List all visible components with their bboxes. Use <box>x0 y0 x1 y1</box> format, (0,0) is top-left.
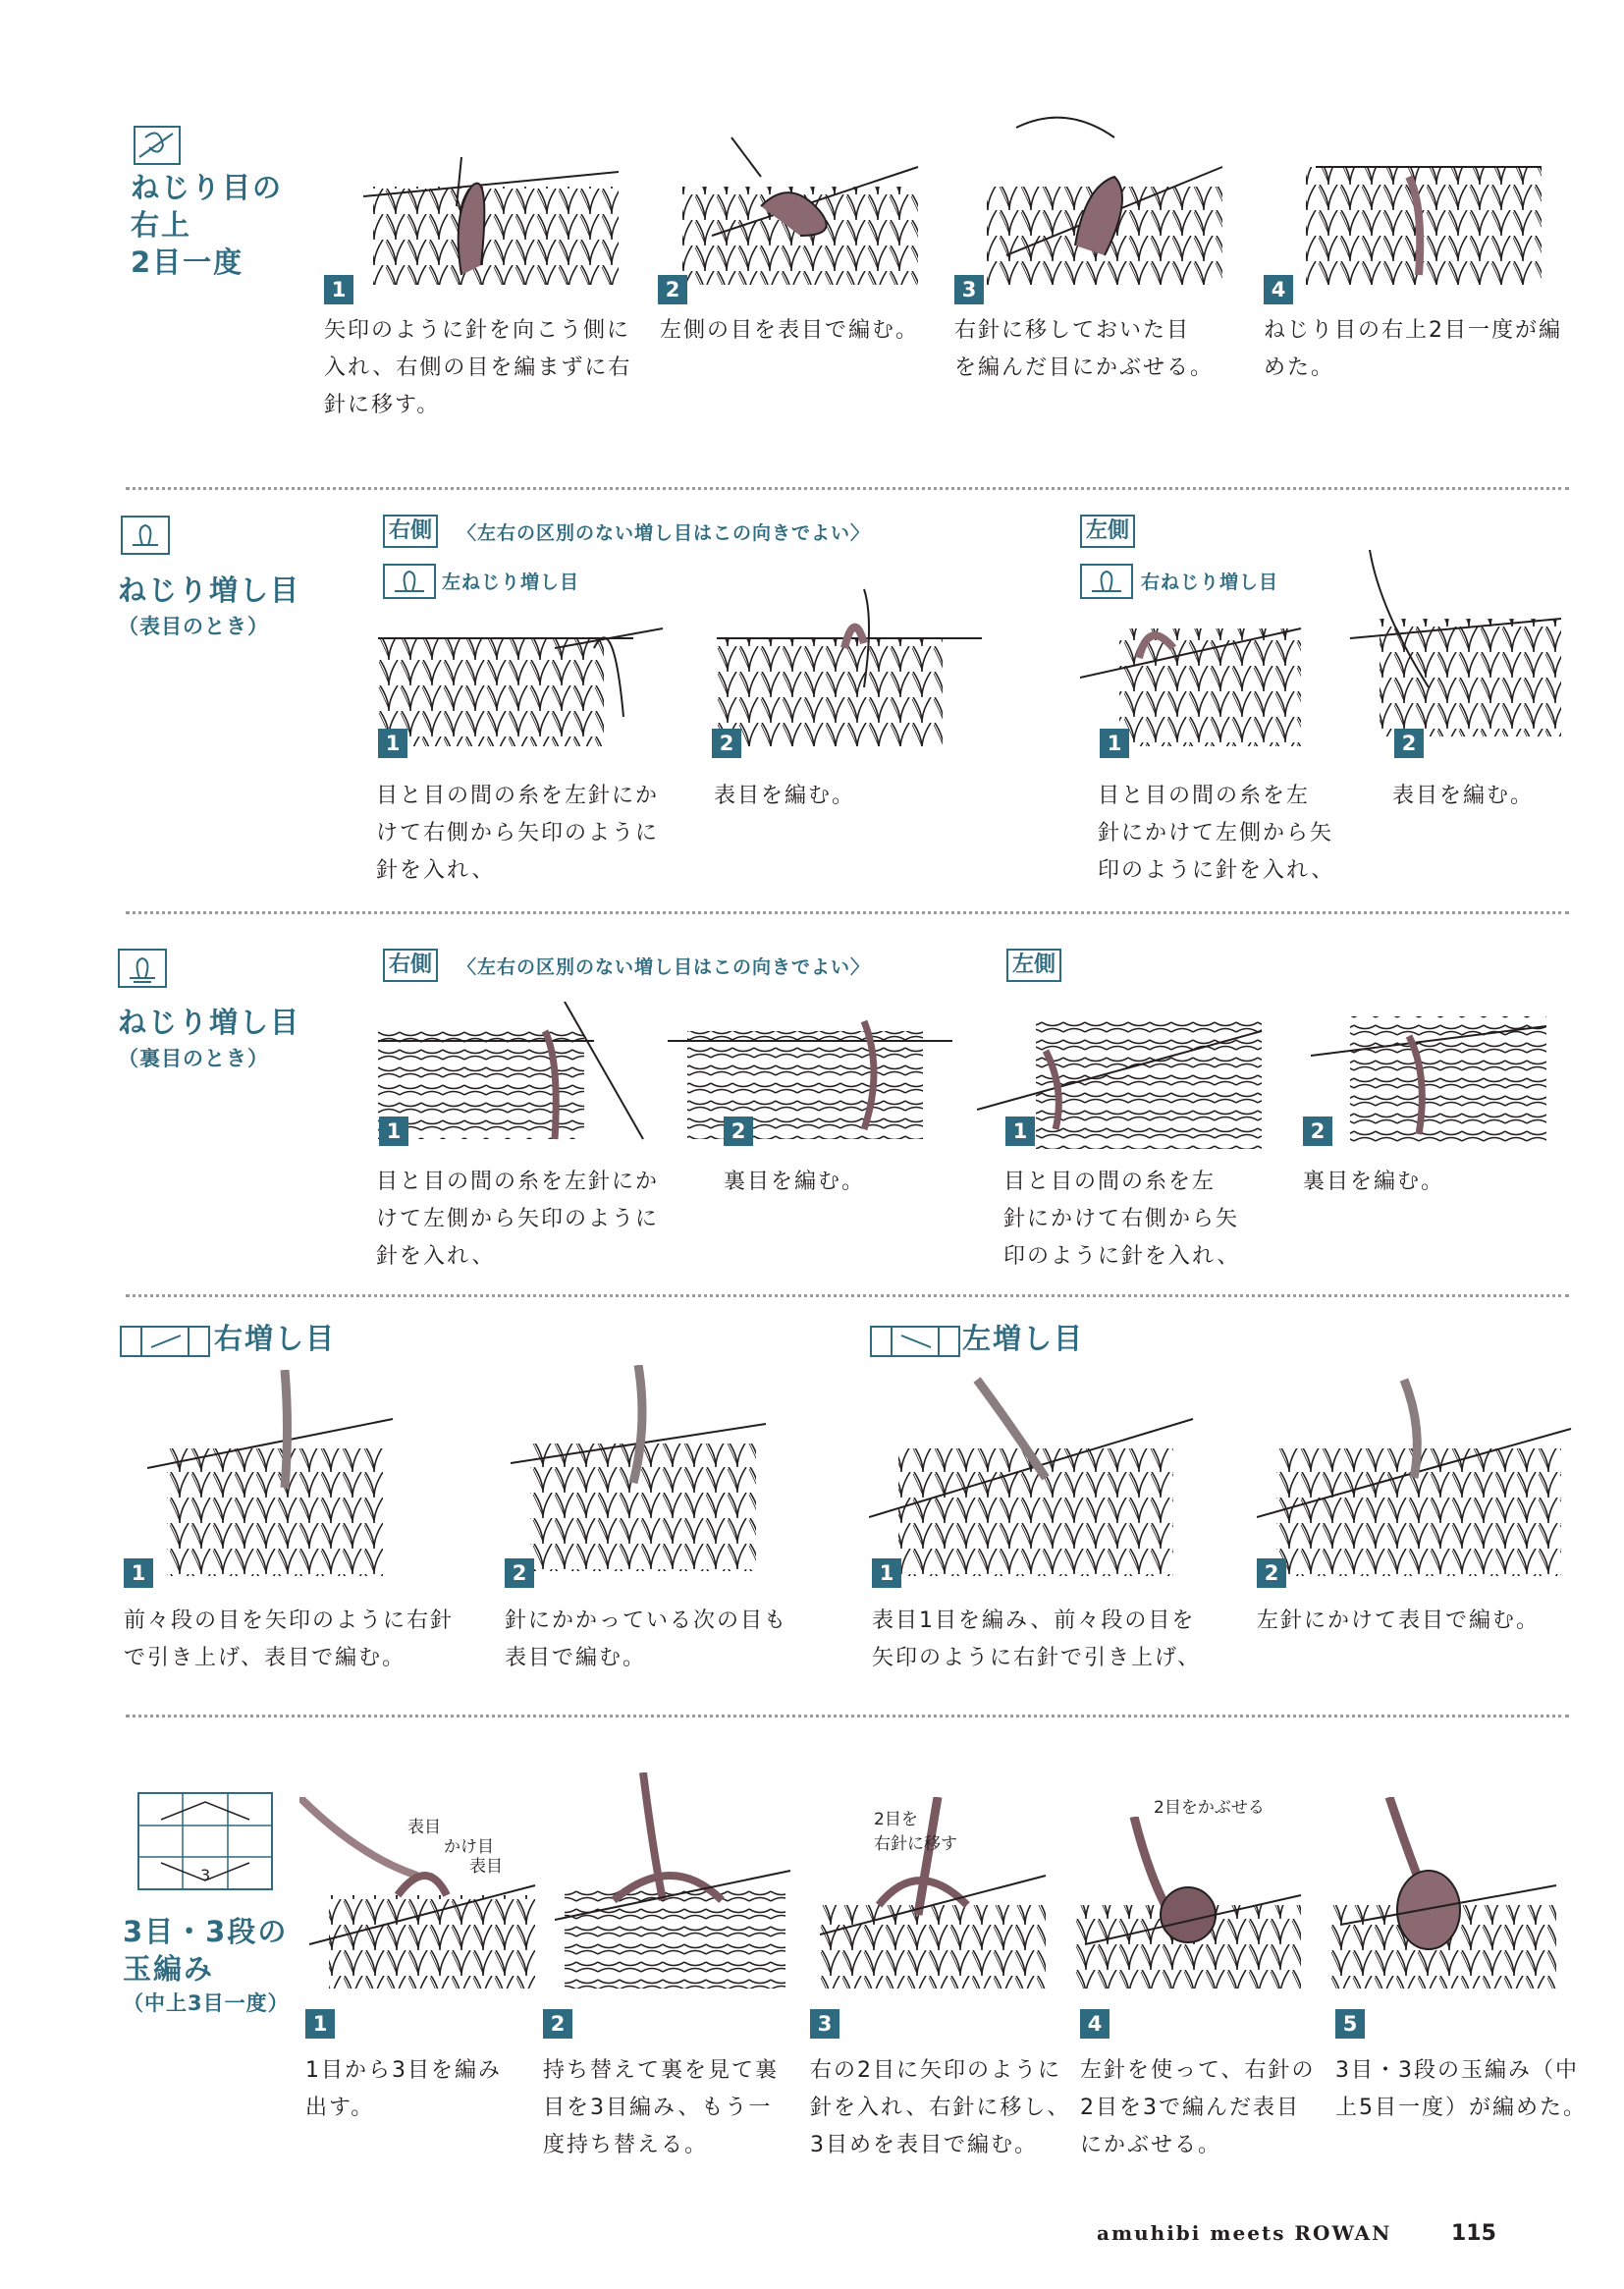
step-badge: 2 <box>1394 729 1424 758</box>
title-line: 3目・3段の <box>123 1915 289 1948</box>
step-description: 3目・3段の玉編み（中 上5目一度）が編めた。 <box>1335 2058 1587 2120</box>
step-description: 目と目の間の糸を左針にか けて右側から矢印のように 針を入れ、 <box>376 784 660 883</box>
step-badge: 4 <box>1264 275 1293 304</box>
illustration-s1-1 <box>363 137 628 290</box>
bobble-chart-symbol <box>137 1792 273 1890</box>
step-badge: 4 <box>1080 2009 1110 2039</box>
step-badge: 2 <box>1257 1558 1286 1588</box>
left-side-tag: 左側 <box>1080 515 1135 548</box>
right-increase-title: 右増し目 <box>214 1322 337 1355</box>
label-omote: 表目 <box>469 1857 503 1877</box>
direction-note: 〈左右の区別のない増し目はこの向きでよい〉 <box>458 956 871 978</box>
page-number: 115 <box>1451 2221 1496 2246</box>
right-side-tag: 右側 <box>383 949 438 982</box>
step-description: 左側の目を表目で編む。 <box>660 318 920 343</box>
step-badge: 1 <box>379 1117 408 1146</box>
step-description: 針にかかっている次の目も 表目で編む。 <box>505 1608 788 1670</box>
step-badge: 3 <box>954 275 984 304</box>
illustration-s1-4 <box>1296 108 1551 290</box>
left-twist-increase-symbol <box>383 564 436 599</box>
step-badge: 2 <box>505 1558 534 1588</box>
step-badge: 2 <box>724 1117 753 1146</box>
step-badge: 3 <box>810 2009 839 2039</box>
divider <box>126 1715 1569 1717</box>
left-increase-title: 左増し目 <box>962 1322 1085 1355</box>
illustration-s3-1 <box>378 1002 653 1149</box>
twisted-stitch-icon <box>135 128 179 163</box>
symbol-label: 左ねじり増し目 <box>442 572 580 593</box>
step-description: 右針に移しておいた目 を編んだ目にかぶせる。 <box>954 318 1215 380</box>
step-description: 表目1目を編み、前々段の目を 矢印のように右針で引き上げ、 <box>872 1608 1202 1670</box>
divider <box>126 487 1569 490</box>
right-increase-icon <box>122 1328 208 1355</box>
direction-note: 〈左右の区別のない増し目はこの向きでよい〉 <box>458 522 871 544</box>
left-side-tag: 左側 <box>1006 949 1061 982</box>
step-badge: 1 <box>1100 729 1129 758</box>
step-description: 前々段の目を矢印のように右針 で引き上げ、表目で編む。 <box>124 1608 455 1670</box>
section2-subtitle: （表目のとき） <box>118 615 269 638</box>
step-badge: 1 <box>378 729 407 758</box>
step-badge: 1 <box>1005 1117 1035 1146</box>
step-description: 裏目を編む。 <box>1303 1170 1445 1194</box>
illustration-s5-5 <box>1330 1797 1566 1993</box>
twisted-increase-icon <box>123 518 168 553</box>
divider <box>126 911 1569 914</box>
step-badge: 5 <box>1335 2009 1365 2039</box>
step4-label: 2目をかぶせる <box>1154 1798 1265 1818</box>
label-omote: 表目 <box>407 1818 441 1837</box>
illustration-s5-4 <box>1075 1817 1311 1993</box>
section5-title <box>123 1913 288 1988</box>
title-line: 玉編み <box>123 1952 215 1986</box>
illustration-s5-2 <box>555 1772 795 1998</box>
divider <box>126 1294 1569 1297</box>
twisted-increase-purl-symbol <box>118 949 167 988</box>
left-increase-symbol <box>870 1326 960 1357</box>
step-description: 裏目を編む。 <box>724 1170 866 1194</box>
illustration-s2-2 <box>717 570 992 756</box>
step-description: 1目から3目を編み 出す。 <box>305 2058 502 2120</box>
step-badge: 1 <box>124 1558 153 1588</box>
step-badge: 2 <box>712 729 741 758</box>
step-description: 左針を使って、右針の 2目を3で編んだ表目 にかぶせる。 <box>1080 2058 1316 2157</box>
chart-number: 3 <box>200 1866 211 1884</box>
footer-brand: amuhibi meets ROWAN <box>1097 2221 1392 2245</box>
illustration-s4-2 <box>511 1365 776 1581</box>
right-side-tag: 右側 <box>383 515 438 548</box>
illustration-s3-2 <box>668 982 962 1149</box>
illustration-s2-1 <box>378 609 673 756</box>
twisted-k2tog-symbol <box>134 126 181 165</box>
illustration-s4-1 <box>147 1370 403 1586</box>
title-line: ねじり目の <box>131 171 284 204</box>
label-kakeme: かけ目 <box>444 1837 494 1857</box>
step-badge: 1 <box>324 275 353 304</box>
illustration-s4-3 <box>869 1370 1203 1586</box>
illustration-s2-3 <box>1080 589 1306 751</box>
illustration-s1-2 <box>673 118 928 290</box>
step-description: 左針にかけて表目で編む。 <box>1257 1608 1541 1633</box>
step-badge: 1 <box>305 2009 335 2039</box>
section5-subtitle: （中上3目一度） <box>123 1991 290 2015</box>
left-increase-icon <box>872 1328 958 1355</box>
illustration-s4-4 <box>1257 1370 1581 1586</box>
section1-title <box>131 169 283 281</box>
step-badge: 2 <box>543 2009 572 2039</box>
step-description: 目と目の間の糸を左針にか けて左側から矢印のように 針を入れ、 <box>376 1170 660 1269</box>
step-description: 目と目の間の糸を左 針にかけて右側から矢 印のように針を入れ、 <box>1003 1170 1241 1269</box>
step-description: 右の2目に矢印のように 針を入れ、右針に移し、 3目めを表目で編む。 <box>810 2058 1071 2157</box>
symbol-label: 右ねじり増し目 <box>1141 572 1279 593</box>
step-description: 持ち替えて裏を見て裏 目を3目編み、もう一 度持ち替える。 <box>543 2058 780 2157</box>
step-badge: 2 <box>1303 1117 1332 1146</box>
step-badge: 1 <box>872 1558 901 1588</box>
step-badge: 2 <box>658 275 687 304</box>
title-line: 右上 <box>131 208 192 242</box>
step3-label: 2目を 右針に移す <box>874 1810 957 1854</box>
twisted-increase-icon <box>120 951 165 986</box>
illustration-s1-3 <box>977 108 1232 290</box>
title-line: 2目一度 <box>131 245 244 279</box>
section3-title: ねじり増し目 <box>118 1006 301 1039</box>
step-description: ねじり目の右上2目一度が編 めた。 <box>1264 318 1562 380</box>
step-description: 表目を編む。 <box>1392 784 1535 808</box>
twisted-increase-icon <box>385 566 434 597</box>
step-description: 目と目の間の糸を左 針にかけて左側から矢 印のように針を入れ、 <box>1098 784 1335 883</box>
illustration-s2-4 <box>1350 550 1561 746</box>
section3-subtitle: （裏目のとき） <box>118 1047 269 1070</box>
twisted-increase-symbol <box>121 516 170 555</box>
step-description: 矢印のように針を向こう側に 入れ、右側の目を編まずに右 針に移す。 <box>324 318 632 417</box>
right-increase-symbol <box>120 1326 210 1357</box>
step-description: 表目を編む。 <box>714 784 856 808</box>
illustration-s3-4 <box>1311 977 1556 1154</box>
section2-title: ねじり増し目 <box>118 573 301 607</box>
